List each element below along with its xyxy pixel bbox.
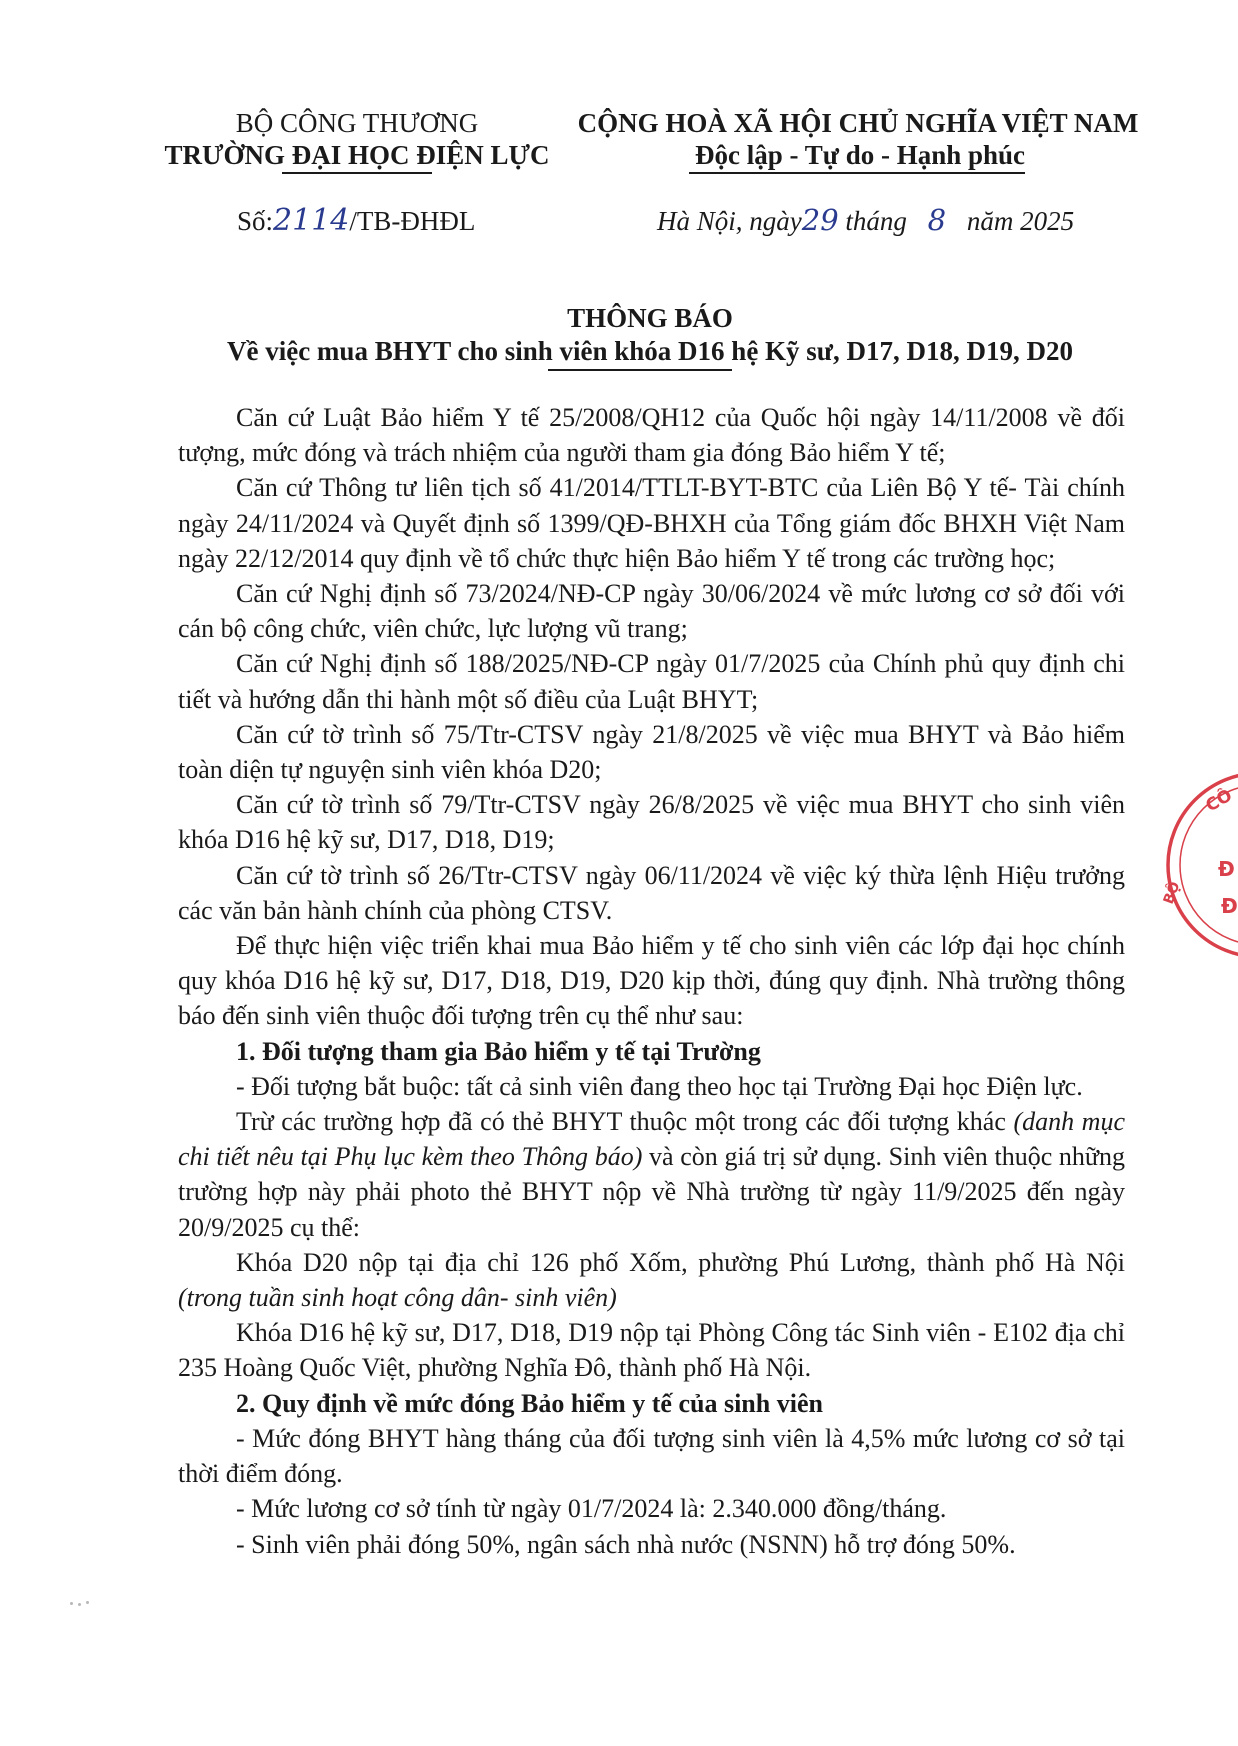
notice-subtitle: Về việc mua BHYT cho sinh viên khóa D16 hệ Kỹ sư, D17, D18, D19, D20 xyxy=(226,336,1074,366)
paragraph-legal-basis-5: Căn cứ tờ trình số 75/Ttr-CTSV ngày 21/8/2025 về việc mua BHYT và Bảo hiểm toàn diện tự nguyện sinh viên khóa D20; xyxy=(178,719,1125,785)
date-prefix: Hà Nội, ngày xyxy=(657,206,802,236)
ministry-name: BỘ CÔNG THƯƠNG xyxy=(235,108,479,138)
date-month-handwritten: 8 xyxy=(927,203,947,237)
document-date xyxy=(657,203,1074,237)
section-2-item-1: - Mức đóng BHYT hàng tháng của đối tượng sinh viên là 4,5% mức lương cơ sở tại thời điểm đóng. xyxy=(178,1423,1125,1489)
section-1-heading: 1. Đối tượng tham gia Bảo hiểm y tế tại Trường xyxy=(236,1036,761,1066)
exception-text-before: Trừ các trường hợp đã có thẻ BHYT thuộc một trong các đối tượng khác xyxy=(236,1107,1014,1137)
paragraph-legal-basis-3: Căn cứ Nghị định số 73/2024/NĐ-CP ngày 30/06/2024 về mức lương cơ sở đối với cán bộ công chức, viên chức, lực lượng vũ trang; xyxy=(178,579,1125,644)
d20-text: Khóa D20 nộp tại địa chỉ 126 phố Xốm, phường Phú Lương, thành phố Hà Nội xyxy=(236,1247,1125,1277)
stamp-letter-1: Đ xyxy=(1218,857,1235,881)
scan-speck xyxy=(86,1601,89,1604)
doc-no-prefix: Số: xyxy=(237,206,274,236)
official-stamp xyxy=(1160,770,1238,960)
motto-underline xyxy=(689,172,1025,174)
section-2-item-2: - Mức lương cơ sở tính từ ngày 01/7/2024 là: 2.340.000 đồng/tháng. xyxy=(236,1494,947,1524)
section-1-d20-submission xyxy=(178,1245,1125,1315)
university-name: TRƯỜNG ĐẠI HỌC ĐIỆN LỰC xyxy=(164,140,550,170)
notice-title: THÔNG BÁO xyxy=(567,303,733,333)
paragraph-legal-basis-1: Căn cứ Luật Bảo hiểm Y tế 25/2008/QH12 của Quốc hội ngày 14/11/2008 về đối tượng, mức đóng và trách nhiệm của người tham gia đóng Bảo hiểm Y tế; xyxy=(178,403,1125,468)
date-year: năm 2025 xyxy=(966,206,1075,236)
paragraph-legal-basis-4: Căn cứ Nghị định số 188/2025/NĐ-CP ngày 01/7/2025 của Chính phủ quy định chi tiết và hướng dẫn thi hành một số điều của Luật BHYT; xyxy=(178,649,1125,714)
date-month-label: tháng xyxy=(845,206,907,236)
scan-speck xyxy=(70,1602,73,1605)
doc-no-suffix: /TB-ĐHĐL xyxy=(349,206,476,236)
paragraph-legal-basis-7: Căn cứ tờ trình số 26/Ttr-CTSV ngày 06/11/2024 về việc ký thừa lệnh Hiệu trưởng các văn bản hành chính của phòng CTSV. xyxy=(178,860,1125,925)
scan-speck xyxy=(78,1603,81,1606)
paragraph-legal-basis-2: Căn cứ Thông tư liên tịch số 41/2014/TTLT-BYT-BTC của Liên Bộ Y tế- Tài chính ngày 24/11/2024 và Quyết định số 1399/QĐ-BHXH của Tổng giám đốc BHXH Việt Nam ngày 22/12/2014 quy định về tổ chức thực hiện Bảo hiểm Y tế trong các trường học; xyxy=(178,473,1125,573)
section-2-heading: 2. Quy định về mức đóng Bảo hiểm y tế của sinh viên xyxy=(236,1388,823,1418)
section-1-other-submission: Khóa D16 hệ kỹ sư, D17, D18, D19 nộp tại Phòng Công tác Sinh viên - E102 địa chỉ 235 Hoàng Quốc Việt, phường Nghĩa Đô, thành phố Hà Nội. xyxy=(178,1318,1125,1383)
section-1-item-1: - Đối tượng bắt buộc: tất cả sinh viên đang theo học tại Trường Đại học Điện lực. xyxy=(236,1071,1083,1101)
country-name: CỘNG HOÀ XÃ HỘI CHỦ NGHĨA VIỆT NAM xyxy=(577,108,1139,138)
notice-body xyxy=(178,400,1125,1562)
exception-text-italic: (danh mục chi tiết nêu tại Phụ lục kèm theo Thông báo) xyxy=(178,1107,1125,1172)
doc-no-handwritten: 2114 xyxy=(273,203,350,238)
paragraph-purpose: Để thực hiện việc triển khai mua Bảo hiểm y tế cho sinh viên các lớp đại học chính quy khóa D16 hệ kỹ sư, D17, D18, D19, D20 kịp thời, đúng quy định. Nhà trường thông báo đến sinh viên thuộc đối tượng trên cụ thể như sau: xyxy=(178,931,1125,1031)
stamp-letter-2: Đ xyxy=(1221,894,1238,918)
university-underline xyxy=(282,172,432,174)
date-day-handwritten: 29 xyxy=(801,203,839,237)
d20-text-italic: (trong tuần sinh hoạt công dân- sinh viên) xyxy=(178,1283,617,1313)
document-number xyxy=(237,203,475,238)
paragraph-legal-basis-6: Căn cứ tờ trình số 79/Ttr-CTSV ngày 26/8/2025 về việc mua BHYT cho sinh viên khóa D16 hệ kỹ sư, D17, D18, D19; xyxy=(178,790,1125,855)
national-motto: Độc lập - Tự do - Hạnh phúc xyxy=(694,140,1026,170)
subtitle-underline xyxy=(548,369,732,371)
stamp-text-top: CÔ xyxy=(1202,785,1236,817)
exception-text-after: và còn giá trị sử dụng. Sinh viên thuộc những trường hợp này phải photo thẻ BHYT nộp về Nhà trường từ ngày 11/9/2025 đến ngày 20/9/2025 cụ thể: xyxy=(178,1142,1125,1242)
section-2-item-3: - Sinh viên phải đóng 50%, ngân sách nhà nước (NSNN) hỗ trợ đóng 50%. xyxy=(236,1529,1016,1559)
section-1-exception xyxy=(178,1104,1125,1245)
stamp-text-side: BỘ xyxy=(1160,879,1184,907)
